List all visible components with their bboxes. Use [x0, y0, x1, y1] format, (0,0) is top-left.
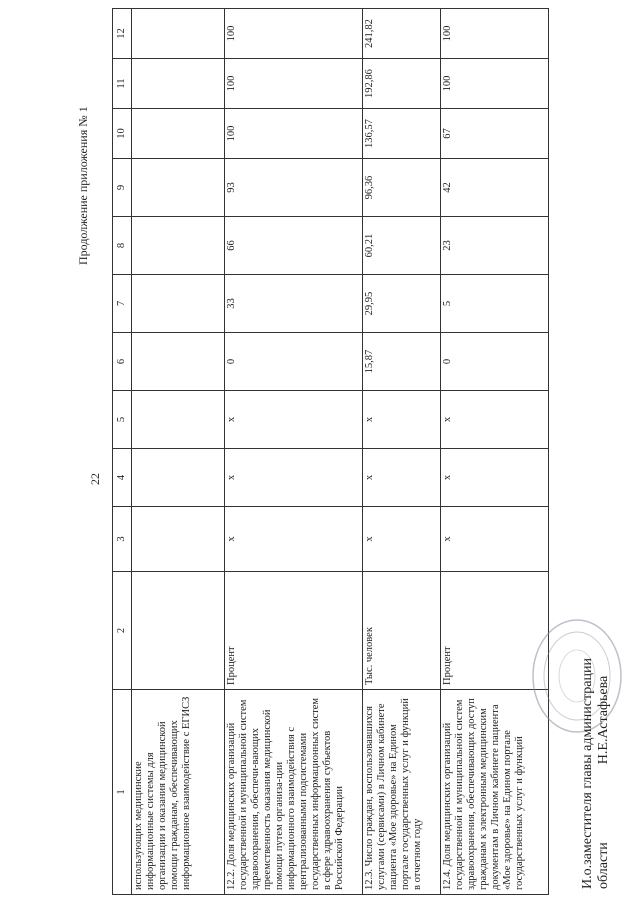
- col-number: 1: [113, 690, 132, 895]
- value-cell: 23: [441, 217, 549, 275]
- signatory-name: Н.Е.Астафьева: [596, 675, 611, 765]
- value-cell: x: [363, 391, 441, 449]
- page-number: 22: [88, 473, 102, 485]
- table-row: [225, 9, 363, 895]
- value-cell: x: [225, 449, 363, 507]
- col-number: 7: [113, 275, 132, 333]
- value-cell: 66: [225, 217, 363, 275]
- value-cell: x: [441, 391, 549, 449]
- signatory-position: И.о.заместителя главы администрации: [580, 658, 595, 889]
- continuation-label: Продолжение приложения № 1: [76, 106, 90, 265]
- signatory-position-cont: области: [596, 842, 611, 889]
- value-cell: [132, 507, 225, 572]
- value-cell: 136,57: [363, 109, 441, 159]
- unit-cell: [132, 572, 225, 690]
- indicators-table: [112, 8, 549, 895]
- value-cell: 100: [441, 9, 549, 59]
- col-number: 11: [113, 59, 132, 109]
- value-cell: [132, 59, 225, 109]
- value-cell: x: [441, 449, 549, 507]
- unit-cell: Процент: [441, 572, 549, 690]
- value-cell: 5: [441, 275, 549, 333]
- col-number: 2: [113, 572, 132, 690]
- column-number-row: [113, 9, 132, 895]
- value-cell: 100: [225, 109, 363, 159]
- table-row: [441, 9, 549, 895]
- value-cell: 93: [225, 159, 363, 217]
- value-cell: 15,87: [363, 333, 441, 391]
- unit-cell: Тыс. человек: [363, 572, 441, 690]
- indicator-description: 12.2. Доля медицинских организаций государственной и муниципальной систем здравоохранения, обеспечи-вающих преемственность оказания медицинской помощи путем организа-ции информационного взаимодействия с централизованными подсистемами государственных информационных систем в сфере здравоохранения субъектов Российской Федерации: [225, 690, 363, 895]
- value-cell: 60,21: [363, 217, 441, 275]
- value-cell: x: [225, 391, 363, 449]
- value-cell: 100: [225, 9, 363, 59]
- value-cell: [132, 333, 225, 391]
- value-cell: [132, 275, 225, 333]
- value-cell: [132, 9, 225, 59]
- value-cell: 0: [441, 333, 549, 391]
- value-cell: 0: [225, 333, 363, 391]
- col-number: 10: [113, 109, 132, 159]
- value-cell: 96,36: [363, 159, 441, 217]
- value-cell: [132, 449, 225, 507]
- value-cell: 29,95: [363, 275, 441, 333]
- value-cell: [132, 109, 225, 159]
- col-number: 12: [113, 9, 132, 59]
- value-cell: x: [441, 507, 549, 572]
- value-cell: x: [363, 507, 441, 572]
- value-cell: x: [225, 507, 363, 572]
- value-cell: 42: [441, 159, 549, 217]
- indicator-description: 12.4. Доля медицинских организаций государственной и муниципальной систем здравоохранения, обеспечивающих доступ гражданам к электронным медицинским документам в Личном кабинете пациента «Мое здоровье» на Едином портале государственных услуг и функций: [441, 690, 549, 895]
- col-number: 9: [113, 159, 132, 217]
- col-number: 5: [113, 391, 132, 449]
- signature-block: [580, 658, 612, 889]
- value-cell: 100: [225, 59, 363, 109]
- value-cell: 241,82: [363, 9, 441, 59]
- value-cell: 67: [441, 109, 549, 159]
- value-cell: [132, 391, 225, 449]
- table-row: [363, 9, 441, 895]
- value-cell: 100: [441, 59, 549, 109]
- value-cell: 33: [225, 275, 363, 333]
- value-cell: [132, 217, 225, 275]
- value-cell: [132, 159, 225, 217]
- value-cell: 192,86: [363, 59, 441, 109]
- col-number: 3: [113, 507, 132, 572]
- col-number: 8: [113, 217, 132, 275]
- indicator-description: 12.3. Число граждан, воспользовавшихся услугами (сервисами) в Личном кабинете пациента «Мое здоровье» на Едином портале государственных услуг и функций в отчетном году: [363, 690, 441, 895]
- indicator-description: использующих медицинские информационные системы для организации и оказания медицинской помощи гражданам, обеспечивающих информационное взаимодействие с ЕГИСЗ: [132, 690, 225, 895]
- unit-cell: Процент: [225, 572, 363, 690]
- col-number: 6: [113, 333, 132, 391]
- col-number: 4: [113, 449, 132, 507]
- value-cell: x: [363, 449, 441, 507]
- table-row: [132, 9, 225, 895]
